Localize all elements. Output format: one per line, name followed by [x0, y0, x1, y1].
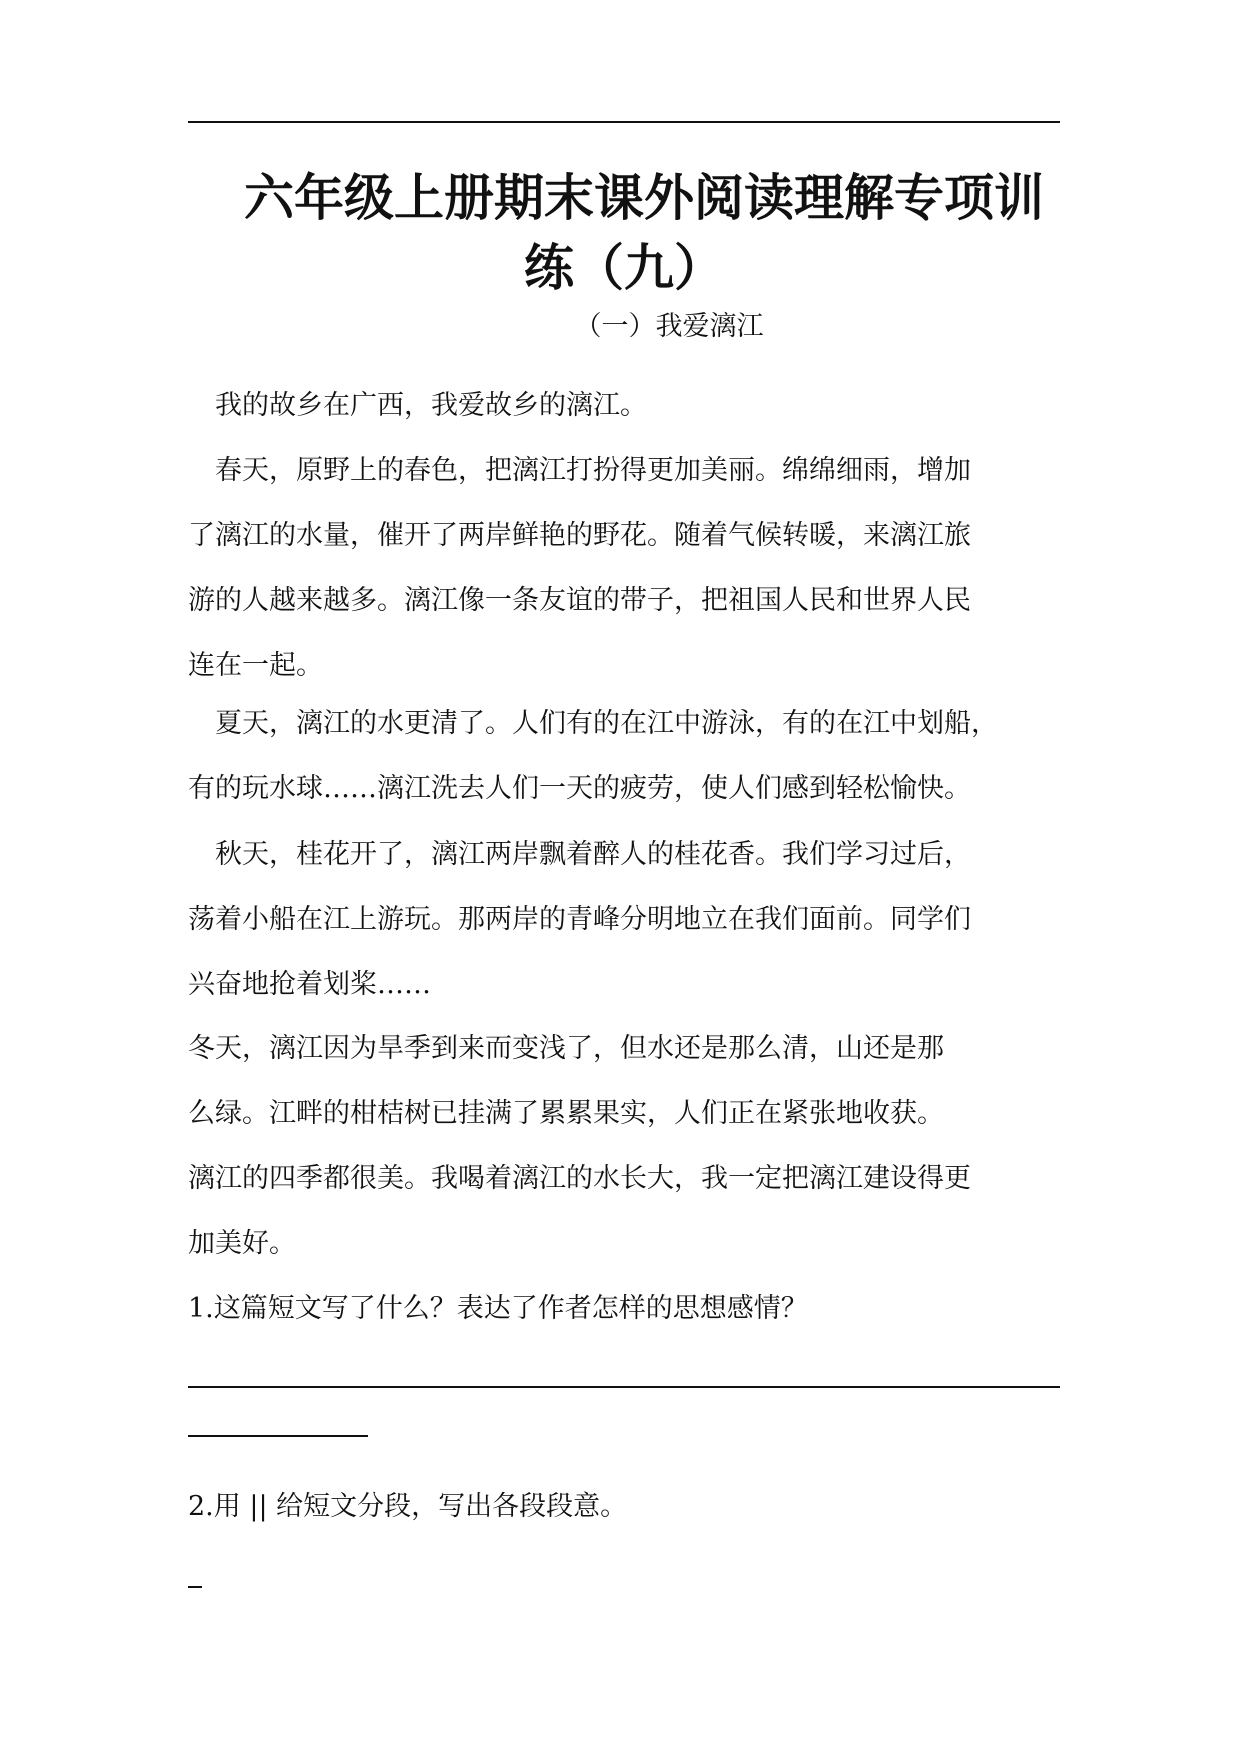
- paragraph-line: 有的玩水球……漓江洗去人们一天的疲劳，使人们感到轻松愉快。: [188, 773, 971, 804]
- paragraph-5: [188, 1016, 1060, 1146]
- paragraph-line: 游的人越来越多。漓江像一条友谊的带子，把祖国人民和世界人民: [188, 585, 971, 616]
- page-title: [188, 163, 1060, 303]
- paragraph-1: [188, 373, 1060, 438]
- paragraph-line: 我的故乡在广西，我爱故乡的漓江。: [188, 390, 647, 421]
- title-line-2: 练（九）: [524, 239, 724, 297]
- passage-title: （一）我爱漓江: [574, 311, 764, 342]
- paragraph-line: 么绿。江畔的柑桔树已挂满了累累果实，人们正在紧张地收获。: [188, 1098, 944, 1129]
- paragraph-line: 连在一起。: [188, 650, 323, 681]
- paragraph-4: [188, 822, 1060, 1017]
- paragraph-6: [188, 1146, 1060, 1276]
- answer-line-2: [188, 1435, 368, 1437]
- header-rule: [188, 121, 1060, 123]
- paragraph-line: 加美好。: [188, 1228, 296, 1259]
- question-2: [188, 1474, 1060, 1539]
- paragraph-2: [188, 438, 1060, 698]
- paragraph-3: [188, 691, 1060, 821]
- paragraph-line: 兴奋地抢着划桨……: [188, 969, 431, 1000]
- paragraph-line: 春天，原野上的春色，把漓江打扮得更加美丽。绵绵细雨，增加: [188, 455, 971, 486]
- answer-line-3: [188, 1586, 202, 1588]
- question-2-text: 2.用 || 给短文分段，写出各段段意。: [188, 1491, 628, 1522]
- paragraph-line: 秋天，桂花开了，漓江两岸飘着醉人的桂花香。我们学习过后，: [188, 839, 971, 870]
- paragraph-line: 了漓江的水量，催开了两岸鲜艳的野花。随着气候转暖，来漓江旅: [188, 520, 971, 551]
- question-1-text: 1.这篇短文写了什么？表达了作者怎样的思想感情？: [188, 1293, 808, 1324]
- answer-line-1: [188, 1386, 1060, 1388]
- paragraph-line: 漓江的四季都很美。我喝着漓江的水长大，我一定把漓江建设得更: [188, 1163, 971, 1194]
- question-1: [188, 1276, 1060, 1341]
- paragraph-line: 夏天，漓江的水更清了。人们有的在江中游泳，有的在江中划船，: [188, 708, 998, 739]
- title-line-1: 六年级上册期末课外阅读理解专项训: [244, 169, 1044, 227]
- paragraph-line: 冬天，漓江因为旱季到来而变浅了，但水还是那么清，山还是那: [188, 1033, 944, 1064]
- paragraph-line: 荡着小船在江上游玩。那两岸的青峰分明地立在我们面前。同学们: [188, 904, 971, 935]
